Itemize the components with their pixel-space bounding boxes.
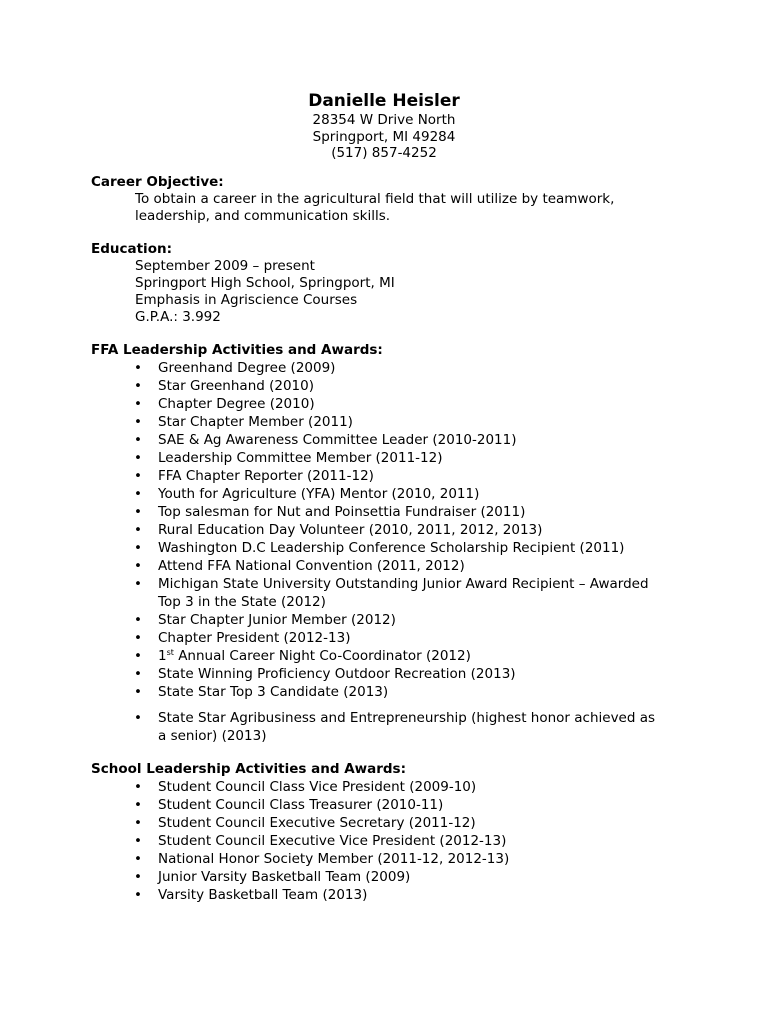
list-item: • Top salesman for Nut and Poinsettia Fundraiser (2011) <box>134 504 526 520</box>
bullet: • <box>134 432 142 448</box>
bullet: • <box>134 815 142 831</box>
bullet: • <box>134 612 142 628</box>
list-item: • Attend FFA National Convention (2011, 2012) <box>134 558 465 574</box>
bullet: • <box>134 576 142 592</box>
bullet: • <box>134 540 142 556</box>
career-objective-section <box>91 174 691 225</box>
education-title: Education: <box>91 241 172 257</box>
address-line-2: Springport, MI 49284 <box>312 128 456 145</box>
ffa-list <box>91 359 691 745</box>
list-item: • Greenhand Degree (2009) <box>134 360 336 376</box>
ffa-title: FFA Leadership Activities and Awards: <box>91 342 383 358</box>
candidate-name: Danielle Heisler <box>308 91 460 111</box>
bullet: • <box>134 779 142 795</box>
list-item: • Student Council Executive Vice President (2012-13) <box>134 833 507 849</box>
education-gpa: G.P.A.: 3.992 <box>135 309 221 325</box>
list-item: • FFA Chapter Reporter (2011-12) <box>134 468 374 484</box>
school-section <box>91 761 691 904</box>
education-emphasis: Emphasis in Agriscience Courses <box>135 292 358 308</box>
bullet: • <box>134 450 142 466</box>
bullet: • <box>134 869 142 885</box>
list-item: • Star Chapter Junior Member (2012) <box>134 612 396 628</box>
education-school: Springport High School, Springport, MI <box>135 275 395 291</box>
career-objective-title: Career Objective: <box>91 174 224 190</box>
bullet: • <box>134 378 142 394</box>
list-item: • State Star Agribusiness and Entrepreneurship (highest honor achieved as a senior) (2013) <box>134 710 656 744</box>
bullet: • <box>134 396 142 412</box>
ordinal-suffix: st <box>166 648 174 657</box>
bullet: • <box>134 558 142 574</box>
list-item: • Chapter President (2012-13) <box>134 630 351 646</box>
school-title: School Leadership Activities and Awards: <box>91 761 406 777</box>
list-item: • Chapter Degree (2010) <box>134 396 315 412</box>
list-item: • Washington D.C Leadership Conference Scholarship Recipient (2011) <box>134 540 625 556</box>
bullet: • <box>134 797 142 813</box>
bullet: • <box>134 666 142 682</box>
bullet: • <box>134 851 142 867</box>
list-item: • Student Council Class Vice President (2009-10) <box>134 779 477 795</box>
bullet: • <box>134 710 142 726</box>
bullet: • <box>134 522 142 538</box>
list-item: • Student Council Executive Secretary (2011-12) <box>134 815 476 831</box>
resume-body <box>91 174 691 920</box>
list-item: • Junior Varsity Basketball Team (2009) <box>134 869 411 885</box>
list-item: • State Winning Proficiency Outdoor Recreation (2013) <box>134 666 516 682</box>
school-list <box>91 778 691 904</box>
ffa-section <box>91 342 691 745</box>
list-item: • Student Council Class Treasurer (2010-11) <box>134 797 444 813</box>
bullet: • <box>134 486 142 502</box>
education-dates: September 2009 – present <box>135 258 315 274</box>
list-item: • Varsity Basketball Team (2013) <box>134 887 368 903</box>
objective-line: To obtain a career in the agricultural field that will utilize by teamwork, <box>135 191 615 207</box>
resume-header <box>0 90 768 162</box>
list-item: • Star Chapter Member (2011) <box>134 414 353 430</box>
list-item: • National Honor Society Member (2011-12, 2012-13) <box>134 851 510 867</box>
bullet: • <box>134 684 142 700</box>
bullet: • <box>134 648 142 664</box>
bullet: • <box>134 630 142 646</box>
bullet: • <box>134 414 142 430</box>
bullet: • <box>134 360 142 376</box>
list-item: • Rural Education Day Volunteer (2010, 2011, 2012, 2013) <box>134 522 543 538</box>
education-section <box>91 241 691 326</box>
bullet: • <box>134 887 142 903</box>
list-item: • Michigan State University Outstanding Junior Award Recipient – Awarded Top 3 in the State (2012) <box>134 576 649 610</box>
list-item: • Star Greenhand (2010) <box>134 378 314 394</box>
list-item: • 1st Annual Career Night Co-Coordinator (2012) <box>134 648 471 664</box>
list-item: • State Star Top 3 Candidate (2013) <box>134 684 389 700</box>
objective-line: leadership, and communication skills. <box>135 208 391 224</box>
list-item: • SAE & Ag Awareness Committee Leader (2010-2011) <box>134 432 517 448</box>
list-item: • Leadership Committee Member (2011-12) <box>134 450 443 466</box>
bullet: • <box>134 468 142 484</box>
list-item: • Youth for Agriculture (YFA) Mentor (2010, 2011) <box>134 486 480 502</box>
bullet: • <box>134 833 142 849</box>
phone-number: (517) 857-4252 <box>331 145 437 161</box>
address-line-1: 28354 W Drive North <box>312 112 456 128</box>
bullet: • <box>134 504 142 520</box>
